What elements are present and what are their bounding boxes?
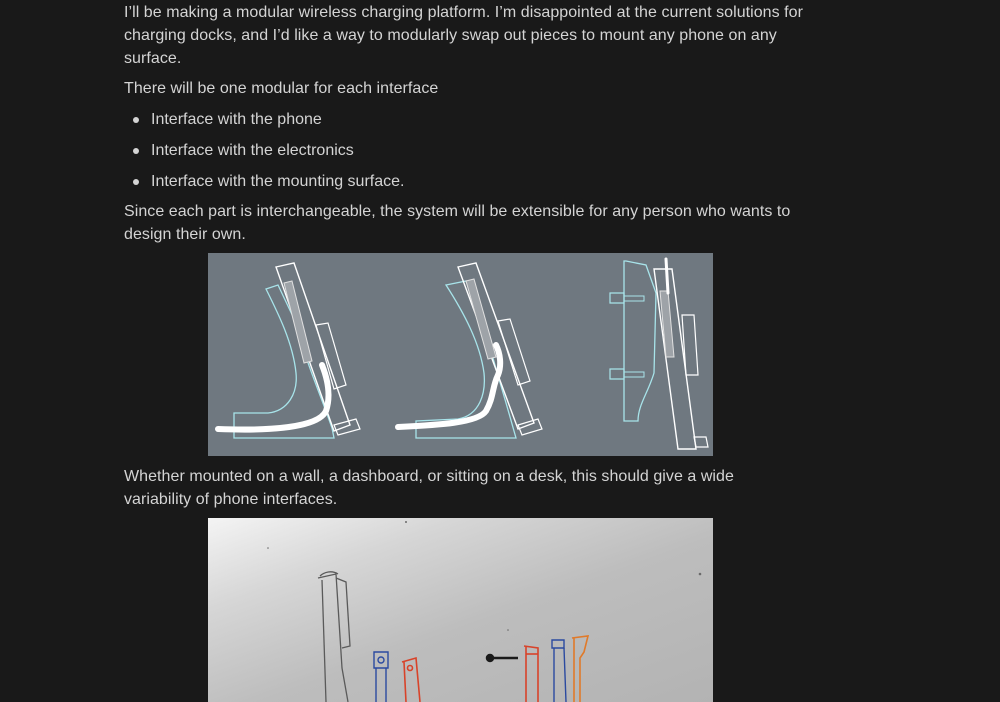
dock-variant-3 [610, 259, 708, 449]
intro-paragraph: I’ll be making a modular wireless charging platform. I’m disappointed at the current solutions for charging docks, and I’d like a way to modularly swap out pieces to mount any phone on any surface. [124, 4, 804, 67]
gray-phone-sketch [318, 572, 350, 702]
list-item: Interface with the mounting surface. [124, 170, 804, 193]
red-part-sketch-2 [524, 646, 538, 702]
list-item: Interface with the phone [124, 108, 804, 131]
whiteboard-specks [267, 521, 701, 631]
red-part-sketch-1 [402, 658, 420, 702]
diagram-svg [208, 253, 713, 456]
dock-variant-2 [398, 263, 542, 438]
interface-list [124, 108, 804, 193]
sketch-svg [208, 518, 713, 702]
extensible-paragraph: Since each part is interchangeable, the system will be extensible for any person who wants to design their own. [124, 203, 791, 243]
blue-part-sketch-2 [552, 640, 566, 702]
orange-part-sketch [572, 636, 588, 702]
whiteboard-sketch-photo [208, 518, 713, 702]
list-item: Interface with the electronics [124, 139, 804, 162]
dock-cross-section-diagram [208, 253, 713, 456]
dock-variant-1 [218, 263, 360, 438]
mounting-paragraph: Whether mounted on a wall, a dashboard, or sitting on a desk, this should give a wide variability of phone interfaces. [124, 468, 734, 508]
black-marker-sketch [487, 655, 518, 661]
article-body [124, 0, 804, 246]
blue-part-sketch-1 [374, 652, 388, 702]
interface-intro-paragraph: There will be one modular for each interface [124, 80, 439, 97]
